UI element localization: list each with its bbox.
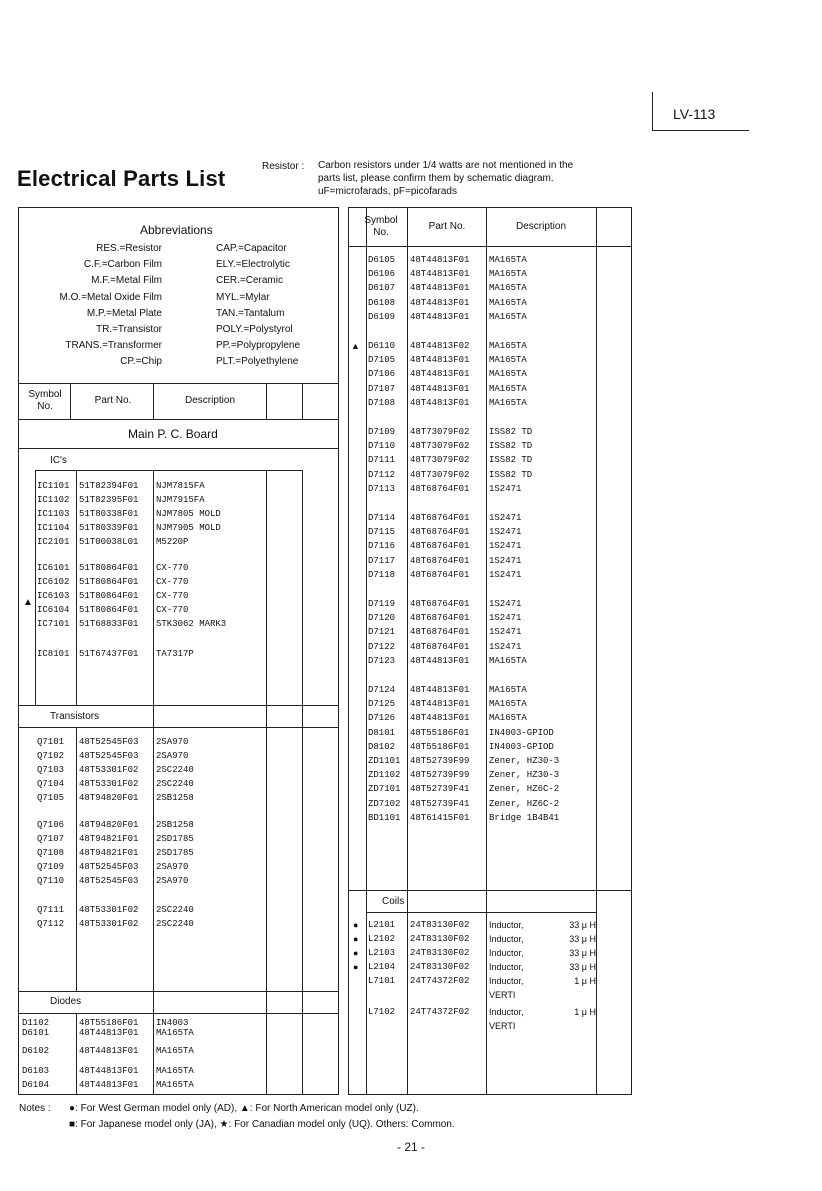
ic-description: NJM7805 MOLD: [156, 509, 221, 519]
transistor-part-no: 48T53301F02: [79, 765, 139, 775]
right-symbol: D7109: [368, 427, 396, 437]
transistor-part-no: 48T94821F01: [79, 848, 139, 858]
ic-part-no: 51T82395F01: [79, 495, 139, 505]
ic-description: CX-770: [156, 577, 189, 587]
left-header-description: Description: [184, 395, 236, 406]
page-number: - 21 -: [396, 1140, 425, 1154]
coil-description: Inductor,: [489, 1007, 524, 1017]
right-symbol: D7112: [368, 469, 396, 480]
right-part-no: 48T52739F41: [410, 798, 470, 809]
notes-line-1: [19, 1101, 455, 1117]
west-german-marker-icon: ●: [353, 948, 359, 958]
transistor-symbol: Q7107: [37, 834, 65, 844]
right-description: MA165TA: [489, 283, 527, 294]
right-part-no: 48T68764F01: [410, 483, 470, 494]
coil-value: 33 μ H: [569, 920, 596, 930]
abbreviation-item: TR.=Transistor: [95, 324, 162, 335]
coil-description: Inductor,: [489, 962, 524, 972]
transistor-part-no: 48T53301F02: [79, 779, 139, 789]
transistor-part-no: 48T52545F03: [79, 751, 139, 761]
board-title: Main P. C. Board: [128, 427, 218, 441]
right-part-no: 48T68764F01: [410, 599, 470, 609]
north-american-marker-icon: ▲: [351, 341, 360, 351]
right-symbol: D7121: [368, 627, 396, 638]
left-header-symbol: Symbol No.: [28, 389, 62, 412]
ic-symbol: IC6101: [37, 563, 70, 573]
coil-part-no: 24T83130F02: [410, 948, 470, 958]
right-symbol: D7116: [368, 541, 396, 552]
transistor-symbol: Q7103: [37, 765, 65, 775]
ic-symbol: IC2101: [37, 537, 70, 547]
abbreviation-item: PP.=Polypropylene: [216, 340, 301, 352]
right-description: Bridge 1B4B41: [489, 812, 560, 823]
right-symbol: D6108: [368, 297, 396, 308]
right-part-no: 48T52739F99: [410, 756, 470, 766]
west-german-marker-icon: ●: [353, 934, 359, 944]
right-part-no: 48T44813F01: [410, 699, 470, 710]
transistor-symbol: Q7109: [37, 862, 65, 872]
right-part-no: 48T68764F01: [410, 513, 470, 523]
column-line: [266, 470, 267, 1095]
coil-symbol: L2103: [368, 948, 396, 958]
ic-description: TA7317P: [156, 649, 194, 659]
transistor-symbol: Q7102: [37, 751, 65, 761]
coil-description: Inductor,: [489, 934, 524, 944]
transistor-symbol: Q7104: [37, 779, 65, 789]
right-symbol: D6109: [368, 311, 396, 322]
right-symbol: D7110: [368, 441, 396, 452]
right-description: ISS82 TD: [489, 441, 533, 452]
right-part-no: 48T44813F01: [410, 685, 470, 695]
right-description: MA165TA: [489, 655, 527, 666]
ic-part-no: 51T68833F01: [79, 619, 139, 629]
abbreviation-item: M.F.=Metal Film: [91, 275, 162, 287]
right-description: 1S2471: [489, 541, 522, 552]
ic-part-no: 51T80339F01: [79, 523, 139, 533]
coil-value: 1 μ H: [574, 976, 596, 986]
right-symbol: D7113: [368, 483, 396, 494]
notes: [19, 1101, 455, 1133]
right-description: MA165TA: [489, 713, 527, 724]
coil-description: VERTI: [489, 1021, 516, 1031]
west-german-marker-icon: ●: [353, 962, 359, 972]
right-part-no: 48T44813F01: [410, 255, 470, 265]
column-line: [596, 207, 597, 1095]
ic-symbol: IC6102: [37, 577, 70, 587]
diode-symbol: D6102: [22, 1046, 50, 1056]
right-part-no: 48T55186F01: [410, 727, 470, 738]
right-description: MA165TA: [489, 341, 527, 351]
right-description: Zener, HZ30-3: [489, 756, 560, 766]
diode-description: MA165TA: [156, 1066, 194, 1076]
right-part-no: 48T52739F41: [410, 784, 470, 795]
divider: [18, 383, 339, 384]
column-line: [366, 207, 367, 1095]
transistor-description: 2SB1258: [156, 820, 194, 830]
right-symbol: ZD7101: [368, 784, 401, 795]
page-title: Electrical Parts List: [17, 166, 226, 191]
divider: [18, 1013, 339, 1014]
resistor-note-line: parts list, please confirm them by schematic diagram.: [318, 173, 554, 184]
coil-symbol: L2102: [368, 934, 396, 944]
ic-symbol: IC6103: [37, 591, 70, 601]
divider: [18, 727, 339, 728]
right-symbol: D6106: [368, 269, 396, 280]
column-line: [407, 207, 408, 1095]
right-description: IN4003-GPIOD: [489, 727, 554, 738]
right-symbol: D7125: [368, 699, 396, 710]
abbreviation-item: TRANS.=Transformer: [65, 340, 162, 352]
divider: [18, 991, 339, 992]
coil-description: Inductor,: [489, 976, 524, 986]
right-description: MA165TA: [489, 255, 527, 265]
right-part-no: 48T73079F02: [410, 441, 470, 452]
right-part-no: 48T44813F01: [410, 311, 470, 322]
right-description: MA165TA: [489, 383, 527, 394]
ic-description: NJM7815FA: [156, 481, 205, 491]
ic-description: CX-770: [156, 563, 189, 573]
right-description: 1S2471: [489, 527, 522, 538]
right-description: 1S2471: [489, 613, 522, 624]
ic-part-no: 51T80864F01: [79, 591, 139, 601]
right-description: Zener, HZ6C-2: [489, 784, 560, 795]
abbreviation-item: POLY.=Polystyrol: [216, 324, 293, 335]
coil-part-no: 24T83130F02: [410, 934, 470, 944]
abbreviation-item: M.O.=Metal Oxide Film: [59, 291, 162, 303]
transistor-part-no: 48T94821F01: [79, 834, 139, 844]
west-german-marker-icon: ●: [353, 920, 359, 930]
diode-part-no: 48T55186F01: [79, 1018, 139, 1028]
right-symbol: D7120: [368, 613, 396, 624]
ic-symbol: IC1101: [37, 481, 70, 491]
right-part-no: 48T44813F01: [410, 269, 470, 280]
diode-description: IN4003: [156, 1018, 189, 1028]
right-symbol: D8101: [368, 727, 396, 738]
ic-part-no: 51T80338F01: [79, 509, 139, 519]
ic-symbol: IC7101: [37, 619, 70, 629]
abbreviation-item: CP.=Chip: [120, 356, 162, 368]
right-part-no: 48T44813F02: [410, 341, 470, 351]
transistor-description: 2SD1785: [156, 848, 194, 858]
column-line: [302, 470, 303, 1095]
left-header-part: Part No.: [94, 395, 132, 406]
right-description: Zener, HZ6C-2: [489, 798, 560, 809]
transistor-description: 2SD1785: [156, 834, 194, 844]
ic-part-no: 51T00038L01: [79, 537, 139, 547]
transistor-symbol: Q7110: [37, 876, 65, 886]
ic-part-no: 51T80864F01: [79, 563, 139, 573]
coil-description: Inductor,: [489, 948, 524, 958]
ics-label: IC's: [50, 455, 67, 466]
right-symbol: D7117: [368, 555, 396, 566]
right-symbol: D7118: [368, 569, 396, 580]
transistors-label: Transistors: [50, 711, 100, 722]
coils-label: Coils: [382, 896, 405, 907]
column-line: [76, 727, 77, 991]
diode-part-no: 48T44813F01: [79, 1046, 139, 1056]
right-part-no: 48T44813F01: [410, 655, 470, 666]
transistor-part-no: 48T94820F01: [79, 793, 139, 803]
transistor-description: 2SC2240: [156, 905, 194, 915]
divider: [18, 419, 339, 420]
notes-label: Notes :: [19, 1103, 51, 1114]
abbreviation-item: PLT.=Polyethylene: [216, 356, 299, 368]
resistor-label: Resistor :: [262, 161, 305, 172]
resistor-note-line: Carbon resistors under 1/4 watts are not mentioned in the: [318, 160, 574, 171]
abbreviation-item: C.F.=Carbon Film: [83, 259, 162, 271]
abbreviation-item: ELY.=Electrolytic: [216, 259, 290, 271]
transistor-symbol: Q7108: [37, 848, 65, 858]
abbreviation-item: RES.=Resistor: [96, 243, 162, 254]
column-line: [76, 470, 77, 705]
ic-part-no: 51T80864F01: [79, 605, 139, 615]
right-symbol: D7105: [368, 355, 396, 366]
right-symbol: ZD7102: [368, 798, 401, 809]
right-description: Zener, HZ30-3: [489, 770, 560, 781]
right-description: MA165TA: [489, 311, 527, 322]
ic-description: NJM7915FA: [156, 495, 205, 505]
column-line: [153, 470, 154, 1095]
column-line: [302, 383, 303, 419]
transistor-part-no: 48T52545F03: [79, 862, 139, 872]
right-header-description: Description: [515, 221, 567, 232]
resistor-note-line: uF=microfarads, pF=picofarads: [318, 186, 457, 197]
right-description: MA165TA: [489, 397, 527, 408]
diode-symbol: D1102: [22, 1018, 50, 1028]
transistor-part-no: 48T94820F01: [79, 820, 139, 830]
right-description: MA165TA: [489, 297, 527, 308]
right-description: 1S2471: [489, 641, 522, 652]
divider: [18, 705, 339, 706]
right-part-no: 48T68764F01: [410, 627, 470, 638]
right-description: 1S2471: [489, 513, 522, 523]
coil-value: 1 μ H: [574, 1007, 596, 1017]
resistor-note: [318, 159, 573, 198]
transistor-symbol: Q7101: [37, 737, 65, 747]
right-description: MA165TA: [489, 269, 527, 280]
right-symbol: D7122: [368, 641, 396, 652]
ic-description: M5220P: [156, 537, 189, 547]
right-description: 1S2471: [489, 627, 522, 638]
divider: [348, 890, 632, 891]
ic-symbol: IC1103: [37, 509, 70, 519]
right-description: MA165TA: [489, 355, 527, 366]
right-description: 1S2471: [489, 483, 522, 494]
diode-part-no: 48T44813F01: [79, 1028, 139, 1038]
transistor-part-no: 48T52545F03: [79, 737, 139, 747]
column-line: [153, 383, 154, 419]
right-part-no: 48T44813F01: [410, 355, 470, 366]
diodes-label: Diodes: [50, 996, 82, 1007]
right-symbol: D7119: [368, 599, 396, 609]
right-description: ISS82 TD: [489, 455, 533, 466]
right-symbol: ZD1101: [368, 756, 401, 766]
right-symbol: D7108: [368, 397, 396, 408]
right-part-no: 48T44813F01: [410, 369, 470, 380]
transistor-description: 2SC2240: [156, 779, 194, 789]
coil-part-no: 24T83130F02: [410, 962, 470, 972]
coil-symbol: L7101: [368, 976, 396, 986]
coil-description: Inductor,: [489, 920, 524, 930]
ic-description: CX-770: [156, 591, 189, 601]
abbreviation-item: M.P.=Metal Plate: [86, 307, 162, 319]
right-description: ISS82 TD: [489, 427, 533, 437]
right-description: IN4003-GPIOD: [489, 741, 554, 752]
coil-part-no: 24T83130F02: [410, 920, 470, 930]
north-american-marker-icon: ▲: [23, 597, 33, 608]
transistor-symbol: Q7111: [37, 905, 65, 915]
right-part-no: 48T44813F01: [410, 713, 470, 724]
diode-symbol: D6103: [22, 1066, 50, 1076]
right-part-no: 48T55186F01: [410, 741, 470, 752]
right-description: 1S2471: [489, 555, 522, 566]
transistor-description: 2SC2240: [156, 919, 194, 929]
right-symbol: D7107: [368, 383, 396, 394]
coil-symbol: L2101: [368, 920, 396, 930]
column-line: [266, 383, 267, 419]
right-symbol: D7124: [368, 685, 396, 695]
ic-part-no: 51T82394F01: [79, 481, 139, 491]
model-label-box: [652, 92, 749, 131]
diode-description: MA165TA: [156, 1028, 194, 1038]
right-part-no: 48T68764F01: [410, 569, 470, 580]
right-symbol: D7111: [368, 455, 396, 466]
abbreviation-item: TAN.=Tantalum: [216, 307, 285, 319]
right-part-no: 48T73079F02: [410, 469, 470, 480]
right-part-no: 48T44813F01: [410, 397, 470, 408]
right-description: MA165TA: [489, 369, 527, 380]
right-part-no: 48T68764F01: [410, 527, 470, 538]
divider: [18, 448, 339, 449]
ic-part-no: 51T67437F01: [79, 649, 139, 659]
ic-part-no: 51T80864F01: [79, 577, 139, 587]
transistor-symbol: Q7112: [37, 919, 65, 929]
right-symbol: BD1101: [368, 812, 401, 823]
column-line: [76, 1013, 77, 1095]
right-description: MA165TA: [489, 699, 527, 710]
notes-text-2: ■: For Japanese model only (JA), ★: For Canadian model only (UQ). Others: Common.: [69, 1119, 455, 1130]
ic-description: NJM7905 MOLD: [156, 523, 221, 533]
coil-value: 33 μ H: [569, 948, 596, 958]
abbreviation-item: CER.=Ceramic: [216, 275, 283, 287]
diode-symbol: D6101: [22, 1028, 50, 1038]
right-part-no: 48T68764F01: [410, 555, 470, 566]
divider: [366, 912, 596, 913]
right-symbol: D7106: [368, 369, 396, 380]
transistor-description: 2SA970: [156, 751, 189, 761]
diode-description: MA165TA: [156, 1046, 194, 1056]
right-part-no: 48T68764F01: [410, 541, 470, 552]
column-line: [486, 207, 487, 1095]
diode-part-no: 48T44813F01: [79, 1066, 139, 1076]
ic-symbol: IC1102: [37, 495, 70, 505]
right-symbol: D7115: [368, 527, 396, 538]
coil-part-no: 24T74372F02: [410, 976, 470, 986]
model-label: LV-113: [673, 106, 716, 122]
abbreviations-title: Abbreviations: [140, 223, 213, 237]
column-line: [70, 383, 71, 419]
right-description: MA165TA: [489, 685, 527, 695]
coil-symbol: L2104: [368, 962, 396, 972]
transistor-part-no: 48T52545F03: [79, 876, 139, 886]
transistor-part-no: 48T53301F02: [79, 919, 139, 929]
coil-symbol: L7102: [368, 1007, 396, 1017]
diode-description: MA165TA: [156, 1080, 194, 1090]
ic-description: CX-770: [156, 605, 189, 615]
coil-value: 33 μ H: [569, 962, 596, 972]
right-symbol: ZD1102: [368, 770, 401, 781]
abbreviation-item: CAP.=Capacitor: [216, 243, 287, 254]
right-symbol: D6107: [368, 283, 396, 294]
right-part-no: 48T68764F01: [410, 613, 470, 624]
transistor-description: 2SC2240: [156, 765, 194, 775]
transistor-part-no: 48T53301F02: [79, 905, 139, 915]
transistor-description: 2SB1258: [156, 793, 194, 803]
right-symbol: D7123: [368, 655, 396, 666]
right-part-no: 48T52739F99: [410, 770, 470, 781]
transistor-description: 2SA970: [156, 876, 189, 886]
divider: [348, 246, 632, 247]
diode-part-no: 48T44813F01: [79, 1080, 139, 1090]
right-part-no: 48T44813F01: [410, 283, 470, 294]
right-part-no: 48T44813F01: [410, 297, 470, 308]
notes-text-1: ●: For West German model only (AD), ▲: For North American model only (UZ).: [69, 1103, 419, 1114]
right-description: 1S2471: [489, 569, 522, 580]
coil-value: 33 μ H: [569, 934, 596, 944]
right-part-no: 48T73079F02: [410, 455, 470, 466]
coil-description: VERTI: [489, 990, 516, 1000]
coil-part-no: 24T74372F02: [410, 1007, 470, 1017]
transistor-symbol: Q7106: [37, 820, 65, 830]
right-symbol: D6110: [368, 341, 396, 351]
right-symbol: D6105: [368, 255, 396, 265]
right-description: ISS82 TD: [489, 469, 533, 480]
right-symbol: D7126: [368, 713, 396, 724]
ic-symbol: IC8101: [37, 649, 70, 659]
ic-symbol: IC6104: [37, 605, 70, 615]
column-line: [35, 470, 36, 705]
ic-description: STK3062 MARK3: [156, 619, 227, 629]
right-part-no: 48T61415F01: [410, 812, 470, 823]
right-header-symbol: Symbol No.: [364, 215, 398, 238]
right-header-part: Part No.: [428, 221, 466, 232]
right-part-no: 48T73079F02: [410, 427, 470, 437]
right-part-no: 48T44813F01: [410, 383, 470, 394]
diode-symbol: D6104: [22, 1080, 50, 1090]
transistor-description: 2SA970: [156, 737, 189, 747]
right-symbol: D7114: [368, 513, 396, 523]
right-part-no: 48T68764F01: [410, 641, 470, 652]
transistor-description: 2SA970: [156, 862, 189, 872]
transistor-symbol: Q7105: [37, 793, 65, 803]
notes-line-2: [19, 1117, 455, 1133]
ic-symbol: IC1104: [37, 523, 70, 533]
right-symbol: D8102: [368, 741, 396, 752]
right-description: 1S2471: [489, 599, 522, 609]
abbreviation-item: MYL.=Mylar: [216, 291, 270, 303]
